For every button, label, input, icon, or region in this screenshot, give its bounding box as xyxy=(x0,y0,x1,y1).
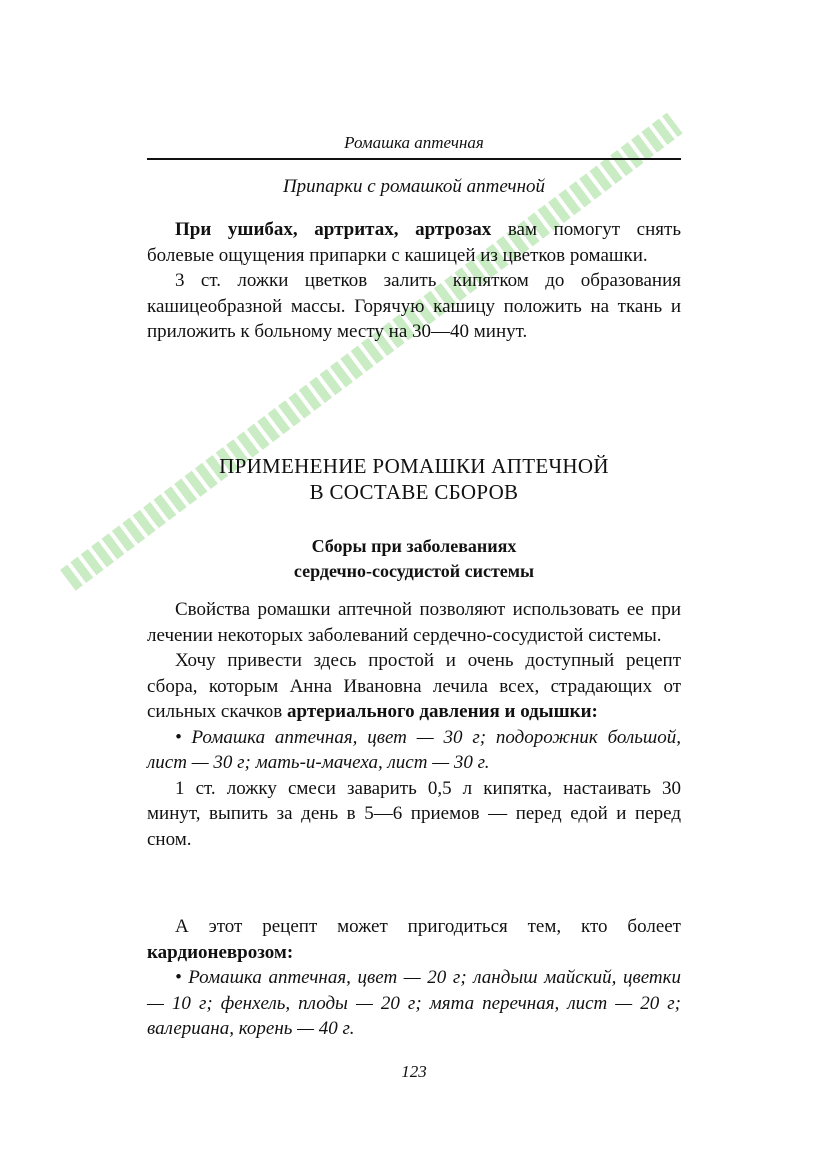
poultice-paragraph-2: 3 ст. ложки цветков залить кипятком до образования кашицеобразной массы. Горячую кашицу положить на ткань и приложить к больному месту на 30—40 минут. xyxy=(147,270,681,342)
chapter-title-line-2: В СОСТАВЕ СБОРОВ xyxy=(309,480,519,504)
section-title-line-1: Сборы при заболеваниях xyxy=(311,536,517,556)
poultice-bold-lead: При ушибах, артритах, артрозах xyxy=(175,219,492,240)
recipe-intro-paragraph xyxy=(147,648,681,725)
section-title-line-2: сердечно-сосудистой системы xyxy=(293,561,535,581)
recipe-1-method: 1 ст. ложку смеси заварить 0,5 л кипятка, настаивать 30 минут, выпить за день в 5—6 приемов — перед едой и перед сном. xyxy=(147,777,681,850)
running-head: Ромашка аптечная xyxy=(344,133,484,152)
poultice-body xyxy=(147,217,681,345)
cardioneurosis-body xyxy=(147,914,681,1042)
cardio-body xyxy=(147,597,681,852)
cardio-intro-paragraph: Свойства ромашки аптечной позволяют использовать ее при лечении некоторых заболеваний сердечно-сосудистой системы. xyxy=(147,599,681,646)
page-number: 123 xyxy=(401,1062,427,1081)
poultice-paragraph-1-text: вам помогут снять болевые ощущения припарки с кашицей из цветков ромашки. xyxy=(147,219,681,266)
recipe-2-ingredients: • Ромашка аптечная, цвет — 20 г; ландыш майский, цветки — 10 г; фенхель, плоды — 20 г; мята перечная, лист — 20 г; валериана, корень — 40 г. xyxy=(147,967,681,1039)
chapter-title xyxy=(147,453,681,505)
recipe-intro-text: Хочу привести здесь простой и очень доступный рецепт сбора, которым Анна Ивановна лечила всех, страдающих от сильных скачков xyxy=(147,650,681,722)
recipe-2-intro-text: А этот рецепт может пригодиться тем, кто болеет xyxy=(175,916,681,937)
chapter-title-line-1: ПРИМЕНЕНИЕ РОМАШКИ АПТЕЧНОЙ xyxy=(219,454,609,478)
header-rule xyxy=(147,158,681,160)
recipe-2-intro-paragraph xyxy=(147,914,681,965)
recipe-2-intro-bold: кардионеврозом: xyxy=(147,941,294,963)
section-title xyxy=(147,534,681,584)
recipe-intro-bold: артериального давления и одышки: xyxy=(287,701,598,722)
poultice-title: Припарки с ромашкой аптечной xyxy=(282,176,546,197)
poultice-paragraph-1 xyxy=(147,217,681,268)
recipe-1-ingredients: • Ромашка аптечная, цвет — 30 г; подорожник большой, лист — 30 г; мать-и-мачеха, лист — 30 г. xyxy=(147,726,681,773)
